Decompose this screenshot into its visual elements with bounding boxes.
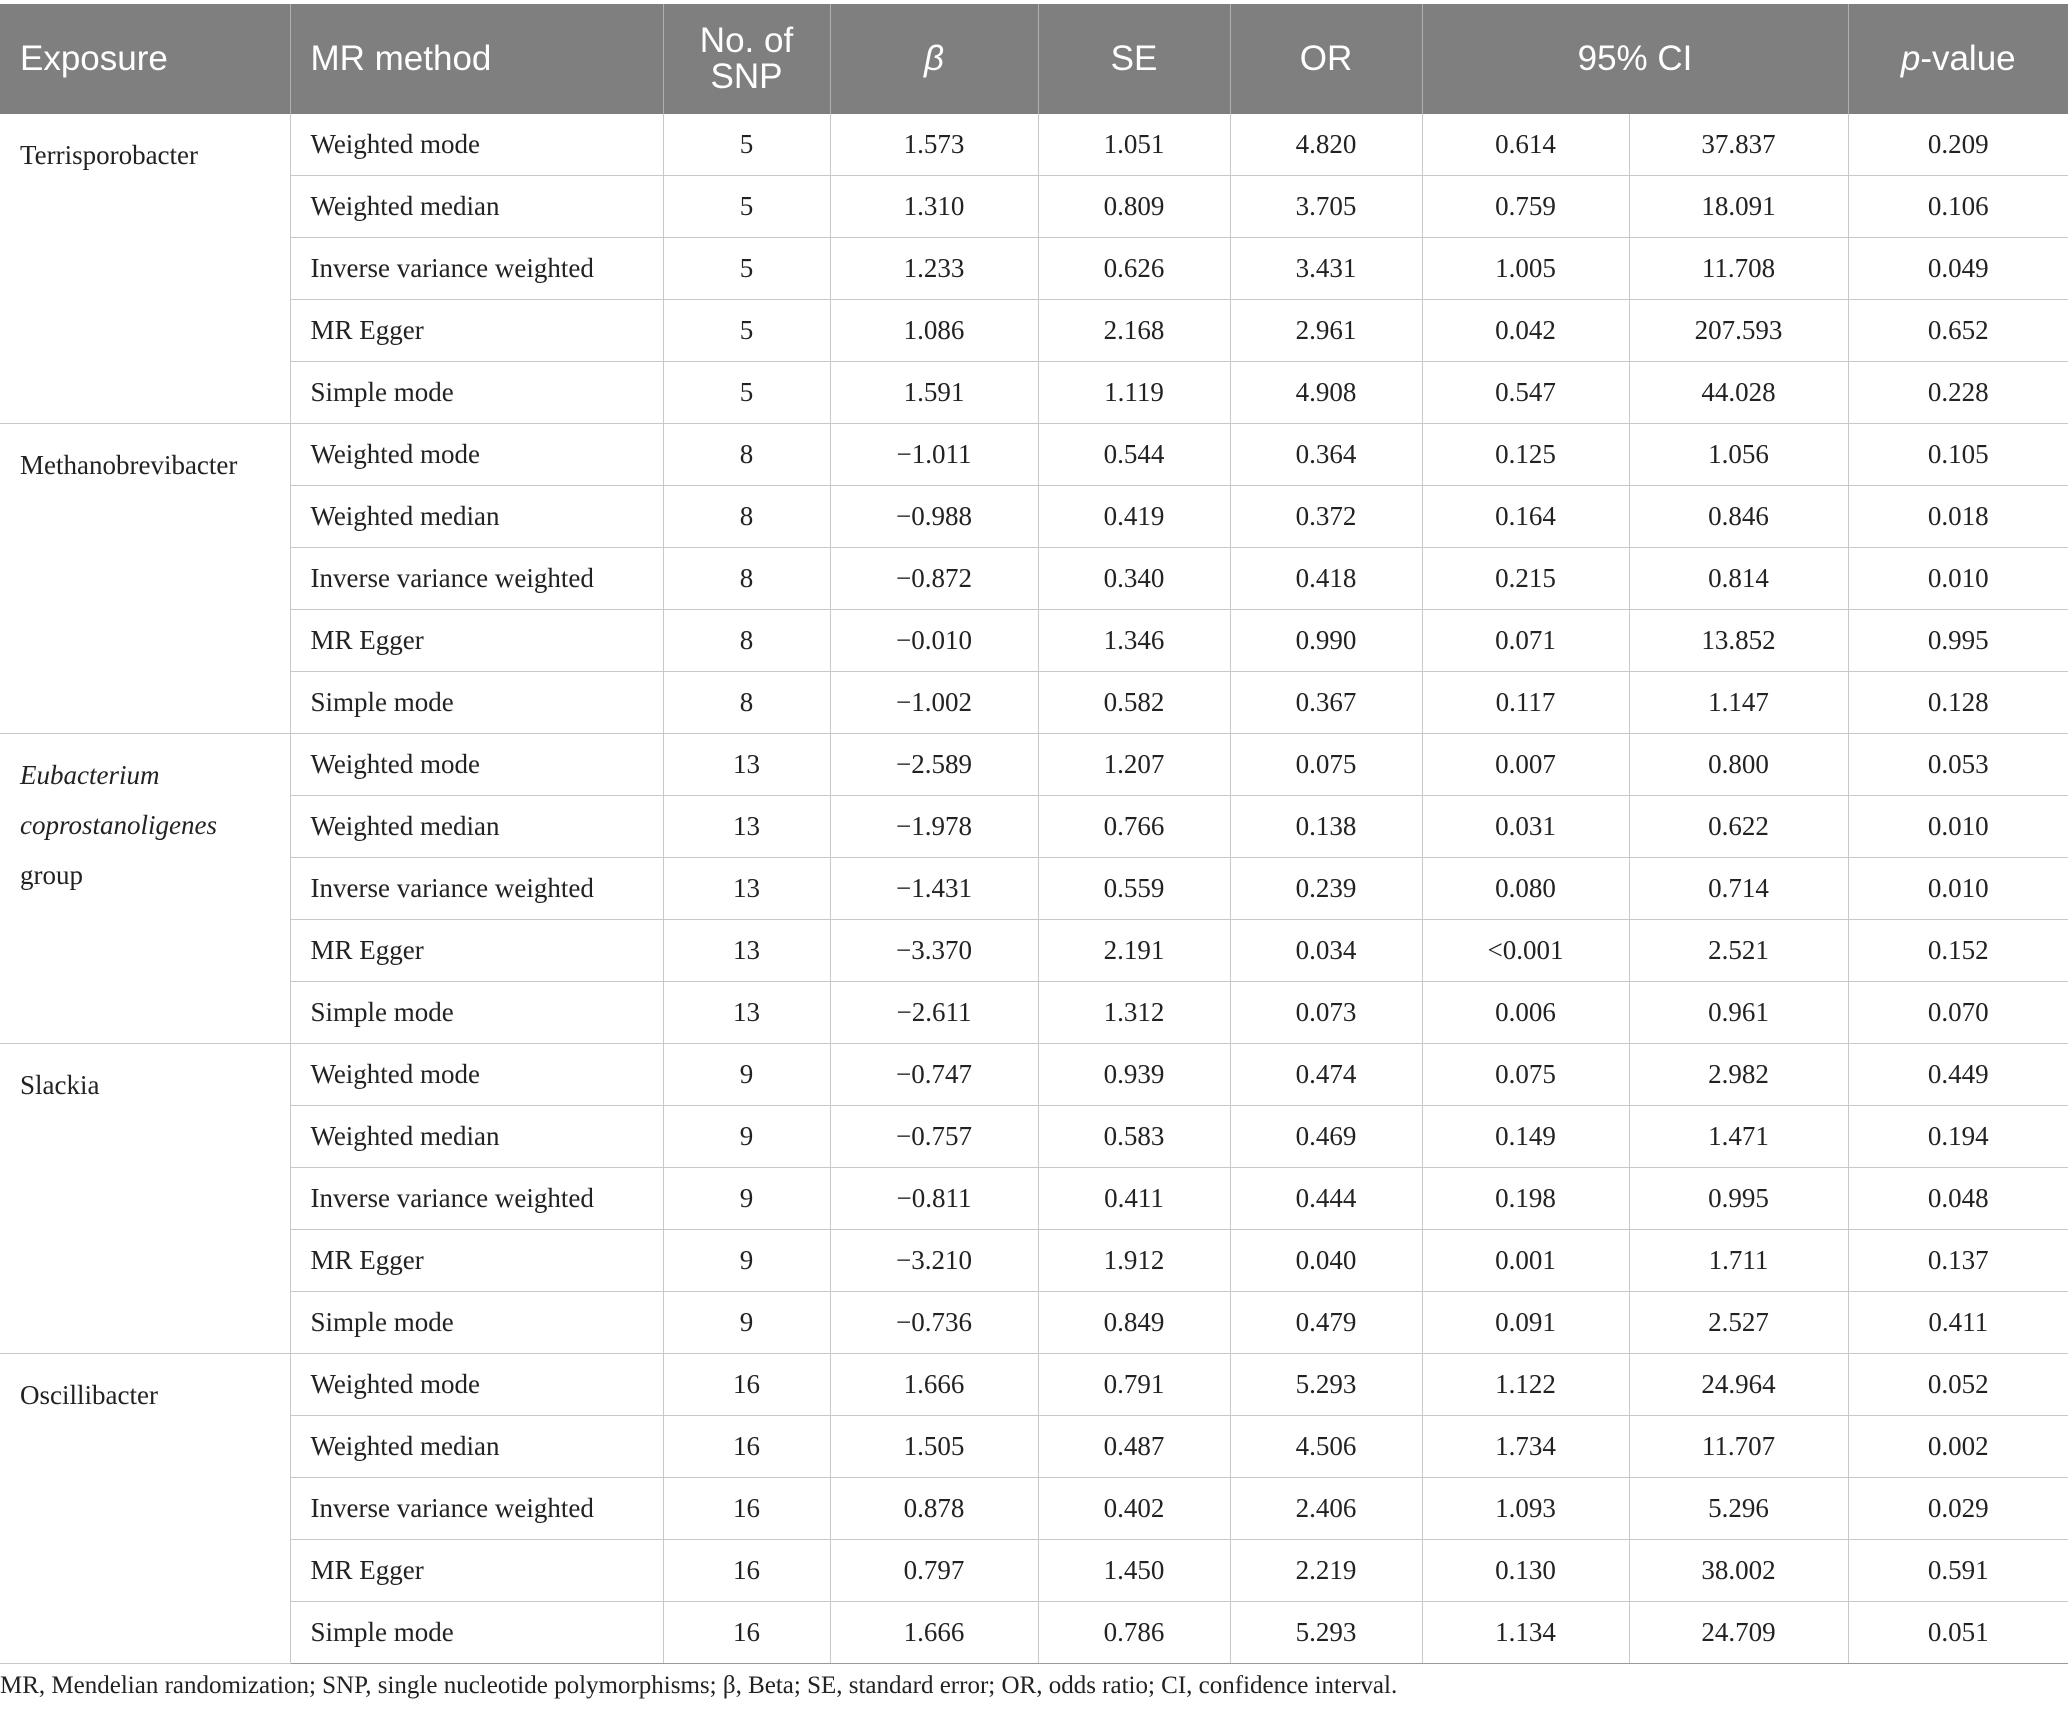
snp-count-cell: 9 — [663, 1230, 830, 1292]
beta-cell: 1.666 — [830, 1354, 1038, 1416]
ci-lower-cell: 0.125 — [1422, 424, 1629, 486]
mr-method-cell: Weighted median — [290, 1106, 663, 1168]
exposure-cell — [0, 734, 290, 1044]
p-value-cell: 0.228 — [1848, 362, 2068, 424]
or-cell: 0.367 — [1230, 672, 1422, 734]
header-snp-count: No. of SNP — [663, 4, 830, 114]
beta-cell: 1.573 — [830, 114, 1038, 176]
header-95-ci: 95% CI — [1422, 4, 1848, 114]
snp-count-cell: 9 — [663, 1292, 830, 1354]
snp-count-cell: 8 — [663, 548, 830, 610]
ci-lower-cell: 0.198 — [1422, 1168, 1629, 1230]
ci-upper-cell: 24.964 — [1629, 1354, 1848, 1416]
mr-method-cell: Inverse variance weighted — [290, 548, 663, 610]
or-cell: 4.506 — [1230, 1416, 1422, 1478]
mr-method-cell: MR Egger — [290, 610, 663, 672]
mr-method-cell: MR Egger — [290, 1540, 663, 1602]
exposure-name: Methanobrevibacter — [20, 450, 238, 480]
table-row — [0, 1602, 2068, 1664]
table-row — [0, 1478, 2068, 1540]
exposure-cell — [0, 424, 290, 734]
table-row — [0, 858, 2068, 920]
ci-upper-cell: 11.707 — [1629, 1416, 1848, 1478]
ci-lower-cell: 0.759 — [1422, 176, 1629, 238]
p-value-cell: 0.010 — [1848, 548, 2068, 610]
snp-count-cell: 5 — [663, 176, 830, 238]
ci-upper-cell: 207.593 — [1629, 300, 1848, 362]
beta-cell: −1.011 — [830, 424, 1038, 486]
se-cell: 0.939 — [1038, 1044, 1230, 1106]
mr-method-cell: Weighted mode — [290, 1044, 663, 1106]
or-cell: 4.820 — [1230, 114, 1422, 176]
mr-method-cell: Simple mode — [290, 1292, 663, 1354]
beta-cell: 1.086 — [830, 300, 1038, 362]
snp-count-cell: 5 — [663, 362, 830, 424]
snp-count-cell: 9 — [663, 1044, 830, 1106]
mr-method-cell: MR Egger — [290, 920, 663, 982]
header-mr-method: MR method — [290, 4, 663, 114]
table-row — [0, 1106, 2068, 1168]
table-row — [0, 1540, 2068, 1602]
mr-method-cell: Weighted mode — [290, 424, 663, 486]
ci-upper-cell: 2.982 — [1629, 1044, 1848, 1106]
ci-upper-cell: 1.471 — [1629, 1106, 1848, 1168]
ci-upper-cell: 24.709 — [1629, 1602, 1848, 1664]
ci-lower-cell: 1.734 — [1422, 1416, 1629, 1478]
mr-method-cell: Simple mode — [290, 982, 663, 1044]
ci-lower-cell: 1.134 — [1422, 1602, 1629, 1664]
p-value-cell: 0.591 — [1848, 1540, 2068, 1602]
ci-lower-cell: 1.093 — [1422, 1478, 1629, 1540]
se-cell: 1.119 — [1038, 362, 1230, 424]
exposure-name: Oscillibacter — [20, 1380, 158, 1410]
table-row — [0, 548, 2068, 610]
p-value-cell: 0.048 — [1848, 1168, 2068, 1230]
beta-cell: 1.591 — [830, 362, 1038, 424]
table-row — [0, 176, 2068, 238]
ci-upper-cell: 0.961 — [1629, 982, 1848, 1044]
se-cell: 1.912 — [1038, 1230, 1230, 1292]
p-value-cell: 0.652 — [1848, 300, 2068, 362]
table-body — [0, 114, 2068, 1664]
ci-upper-cell: 0.714 — [1629, 858, 1848, 920]
se-cell: 2.191 — [1038, 920, 1230, 982]
beta-cell: 1.233 — [830, 238, 1038, 300]
p-value-cell: 0.137 — [1848, 1230, 2068, 1292]
snp-count-cell: 13 — [663, 982, 830, 1044]
ci-lower-cell: 0.001 — [1422, 1230, 1629, 1292]
snp-count-cell: 8 — [663, 672, 830, 734]
table-row — [0, 300, 2068, 362]
or-cell: 0.990 — [1230, 610, 1422, 672]
snp-count-cell: 16 — [663, 1602, 830, 1664]
or-cell: 0.474 — [1230, 1044, 1422, 1106]
mr-method-cell: Weighted median — [290, 796, 663, 858]
exposure-cell — [0, 1044, 290, 1354]
or-cell: 0.075 — [1230, 734, 1422, 796]
exposure-cell — [0, 114, 290, 424]
p-value-cell: 0.010 — [1848, 796, 2068, 858]
snp-count-cell: 8 — [663, 610, 830, 672]
snp-count-cell: 5 — [663, 300, 830, 362]
ci-upper-cell: 18.091 — [1629, 176, 1848, 238]
snp-count-cell: 8 — [663, 424, 830, 486]
beta-cell: −0.736 — [830, 1292, 1038, 1354]
mr-method-cell: Weighted mode — [290, 114, 663, 176]
or-cell: 3.431 — [1230, 238, 1422, 300]
p-value-cell: 0.411 — [1848, 1292, 2068, 1354]
table-row — [0, 362, 2068, 424]
beta-cell: −3.210 — [830, 1230, 1038, 1292]
mr-method-cell: Weighted median — [290, 1416, 663, 1478]
or-cell: 2.406 — [1230, 1478, 1422, 1540]
snp-count-cell: 13 — [663, 796, 830, 858]
exposure-name: Eubacterium coprostanoligenes — [20, 760, 217, 840]
se-cell: 1.312 — [1038, 982, 1230, 1044]
or-cell: 5.293 — [1230, 1602, 1422, 1664]
mr-method-cell: Inverse variance weighted — [290, 238, 663, 300]
or-cell: 4.908 — [1230, 362, 1422, 424]
ci-lower-cell: 0.547 — [1422, 362, 1629, 424]
or-cell: 0.364 — [1230, 424, 1422, 486]
se-cell: 1.051 — [1038, 114, 1230, 176]
ci-lower-cell: 0.071 — [1422, 610, 1629, 672]
ci-upper-cell: 0.846 — [1629, 486, 1848, 548]
ci-upper-cell: 1.711 — [1629, 1230, 1848, 1292]
table-row — [0, 424, 2068, 486]
snp-count-cell: 13 — [663, 858, 830, 920]
ci-upper-cell: 0.622 — [1629, 796, 1848, 858]
ci-upper-cell: 1.056 — [1629, 424, 1848, 486]
snp-count-cell: 9 — [663, 1168, 830, 1230]
se-cell: 2.168 — [1038, 300, 1230, 362]
se-cell: 0.849 — [1038, 1292, 1230, 1354]
mr-method-cell: Inverse variance weighted — [290, 1168, 663, 1230]
ci-lower-cell: 0.007 — [1422, 734, 1629, 796]
or-cell: 0.034 — [1230, 920, 1422, 982]
or-cell: 0.469 — [1230, 1106, 1422, 1168]
mr-method-cell: Simple mode — [290, 672, 663, 734]
se-cell: 1.207 — [1038, 734, 1230, 796]
beta-cell: −1.978 — [830, 796, 1038, 858]
header-se: SE — [1038, 4, 1230, 114]
ci-lower-cell: 0.149 — [1422, 1106, 1629, 1168]
se-cell: 0.809 — [1038, 176, 1230, 238]
exposure-name: Terrisporobacter — [20, 140, 199, 170]
beta-cell: −0.757 — [830, 1106, 1038, 1168]
exposure-cell — [0, 1354, 290, 1664]
p-value-cell: 0.049 — [1848, 238, 2068, 300]
ci-lower-cell: 0.075 — [1422, 1044, 1629, 1106]
ci-upper-cell: 2.521 — [1629, 920, 1848, 982]
mr-method-cell: Simple mode — [290, 1602, 663, 1664]
beta-cell: −0.010 — [830, 610, 1038, 672]
beta-cell: 0.878 — [830, 1478, 1038, 1540]
exposure-name: Slackia — [20, 1070, 100, 1100]
ci-lower-cell: 0.130 — [1422, 1540, 1629, 1602]
header-exposure: Exposure — [0, 4, 290, 114]
se-cell: 1.346 — [1038, 610, 1230, 672]
table-row — [0, 1354, 2068, 1416]
snp-count-cell: 16 — [663, 1354, 830, 1416]
beta-cell: −3.370 — [830, 920, 1038, 982]
table-row — [0, 672, 2068, 734]
se-cell: 0.411 — [1038, 1168, 1230, 1230]
p-value-cell: 0.128 — [1848, 672, 2068, 734]
se-cell: 1.450 — [1038, 1540, 1230, 1602]
p-value-cell: 0.029 — [1848, 1478, 2068, 1540]
p-value-cell: 0.010 — [1848, 858, 2068, 920]
p-value-cell: 0.070 — [1848, 982, 2068, 1044]
header-beta: β — [830, 4, 1038, 114]
snp-count-cell: 16 — [663, 1540, 830, 1602]
beta-cell: −0.988 — [830, 486, 1038, 548]
mr-method-cell: Weighted median — [290, 486, 663, 548]
beta-cell: 1.666 — [830, 1602, 1038, 1664]
beta-cell: −0.747 — [830, 1044, 1038, 1106]
table-row — [0, 1230, 2068, 1292]
se-cell: 0.766 — [1038, 796, 1230, 858]
se-cell: 0.559 — [1038, 858, 1230, 920]
mr-method-cell: Inverse variance weighted — [290, 858, 663, 920]
ci-lower-cell: 0.215 — [1422, 548, 1629, 610]
ci-upper-cell: 0.814 — [1629, 548, 1848, 610]
or-cell: 0.040 — [1230, 1230, 1422, 1292]
or-cell: 0.239 — [1230, 858, 1422, 920]
beta-cell: −2.611 — [830, 982, 1038, 1044]
beta-cell: −0.811 — [830, 1168, 1038, 1230]
table-row — [0, 1168, 2068, 1230]
p-value-cell: 0.002 — [1848, 1416, 2068, 1478]
table-footnote: MR, Mendelian randomization; SNP, single nucleotide polymorphisms; β, Beta; SE, standard error; OR, odds ratio; CI, confidence interval. — [0, 1672, 1398, 1699]
se-cell: 0.791 — [1038, 1354, 1230, 1416]
table-row — [0, 610, 2068, 672]
p-value-cell: 0.995 — [1848, 610, 2068, 672]
or-cell: 0.073 — [1230, 982, 1422, 1044]
ci-lower-cell: 1.005 — [1422, 238, 1629, 300]
se-cell: 0.340 — [1038, 548, 1230, 610]
beta-cell: 0.797 — [830, 1540, 1038, 1602]
or-cell: 3.705 — [1230, 176, 1422, 238]
table-row — [0, 734, 2068, 796]
beta-cell: −1.431 — [830, 858, 1038, 920]
ci-upper-cell: 2.527 — [1629, 1292, 1848, 1354]
ci-lower-cell: 1.122 — [1422, 1354, 1629, 1416]
ci-upper-cell: 0.995 — [1629, 1168, 1848, 1230]
header-p-value: p-value — [1848, 4, 2068, 114]
header-or: OR — [1230, 4, 1422, 114]
p-value-cell: 0.194 — [1848, 1106, 2068, 1168]
mr-method-cell: MR Egger — [290, 1230, 663, 1292]
snp-count-cell: 13 — [663, 734, 830, 796]
ci-lower-cell: 0.080 — [1422, 858, 1629, 920]
snp-count-cell: 16 — [663, 1478, 830, 1540]
table-row — [0, 982, 2068, 1044]
or-cell: 5.293 — [1230, 1354, 1422, 1416]
se-cell: 0.786 — [1038, 1602, 1230, 1664]
ci-lower-cell: 0.031 — [1422, 796, 1629, 858]
or-cell: 0.479 — [1230, 1292, 1422, 1354]
ci-lower-cell: 0.006 — [1422, 982, 1629, 1044]
se-cell: 0.583 — [1038, 1106, 1230, 1168]
snp-count-cell: 5 — [663, 114, 830, 176]
or-cell: 2.219 — [1230, 1540, 1422, 1602]
table-row — [0, 1292, 2068, 1354]
ci-upper-cell: 13.852 — [1629, 610, 1848, 672]
ci-upper-cell: 5.296 — [1629, 1478, 1848, 1540]
or-cell: 0.444 — [1230, 1168, 1422, 1230]
beta-cell: 1.310 — [830, 176, 1038, 238]
se-cell: 0.544 — [1038, 424, 1230, 486]
mr-method-cell: Simple mode — [290, 362, 663, 424]
table-row — [0, 920, 2068, 982]
table-row — [0, 1416, 2068, 1478]
table-row — [0, 114, 2068, 176]
ci-lower-cell: 0.091 — [1422, 1292, 1629, 1354]
se-cell: 0.626 — [1038, 238, 1230, 300]
table-row — [0, 486, 2068, 548]
p-value-cell: 0.051 — [1848, 1602, 2068, 1664]
beta-cell: 1.505 — [830, 1416, 1038, 1478]
ci-lower-cell: <0.001 — [1422, 920, 1629, 982]
ci-upper-cell: 1.147 — [1629, 672, 1848, 734]
snp-count-cell: 8 — [663, 486, 830, 548]
ci-lower-cell: 0.117 — [1422, 672, 1629, 734]
mr-results-table — [0, 4, 2068, 1664]
or-cell: 0.418 — [1230, 548, 1422, 610]
se-cell: 0.487 — [1038, 1416, 1230, 1478]
table-row — [0, 238, 2068, 300]
or-cell: 0.138 — [1230, 796, 1422, 858]
snp-count-cell: 9 — [663, 1106, 830, 1168]
se-cell: 0.419 — [1038, 486, 1230, 548]
p-value-cell: 0.105 — [1848, 424, 2068, 486]
beta-cell: −1.002 — [830, 672, 1038, 734]
ci-upper-cell: 11.708 — [1629, 238, 1848, 300]
table-row — [0, 796, 2068, 858]
snp-count-cell: 16 — [663, 1416, 830, 1478]
p-value-cell: 0.052 — [1848, 1354, 2068, 1416]
p-value-cell: 0.106 — [1848, 176, 2068, 238]
header-row — [0, 4, 2068, 114]
mr-method-cell: Weighted mode — [290, 734, 663, 796]
or-cell: 0.372 — [1230, 486, 1422, 548]
p-value-cell: 0.449 — [1848, 1044, 2068, 1106]
p-value-cell: 0.209 — [1848, 114, 2068, 176]
mr-method-cell: Weighted median — [290, 176, 663, 238]
se-cell: 0.582 — [1038, 672, 1230, 734]
ci-upper-cell: 44.028 — [1629, 362, 1848, 424]
p-value-cell: 0.053 — [1848, 734, 2068, 796]
ci-lower-cell: 0.042 — [1422, 300, 1629, 362]
beta-cell: −2.589 — [830, 734, 1038, 796]
mr-method-cell: Inverse variance weighted — [290, 1478, 663, 1540]
p-value-cell: 0.152 — [1848, 920, 2068, 982]
se-cell: 0.402 — [1038, 1478, 1230, 1540]
mr-method-cell: Weighted mode — [290, 1354, 663, 1416]
p-value-cell: 0.018 — [1848, 486, 2068, 548]
exposure-suffix: group — [20, 860, 83, 890]
snp-count-cell: 5 — [663, 238, 830, 300]
ci-lower-cell: 0.614 — [1422, 114, 1629, 176]
mr-method-cell: MR Egger — [290, 300, 663, 362]
ci-lower-cell: 0.164 — [1422, 486, 1629, 548]
or-cell: 2.961 — [1230, 300, 1422, 362]
snp-count-cell: 13 — [663, 920, 830, 982]
table-row — [0, 1044, 2068, 1106]
beta-cell: −0.872 — [830, 548, 1038, 610]
ci-upper-cell: 37.837 — [1629, 114, 1848, 176]
ci-upper-cell: 0.800 — [1629, 734, 1848, 796]
ci-upper-cell: 38.002 — [1629, 1540, 1848, 1602]
